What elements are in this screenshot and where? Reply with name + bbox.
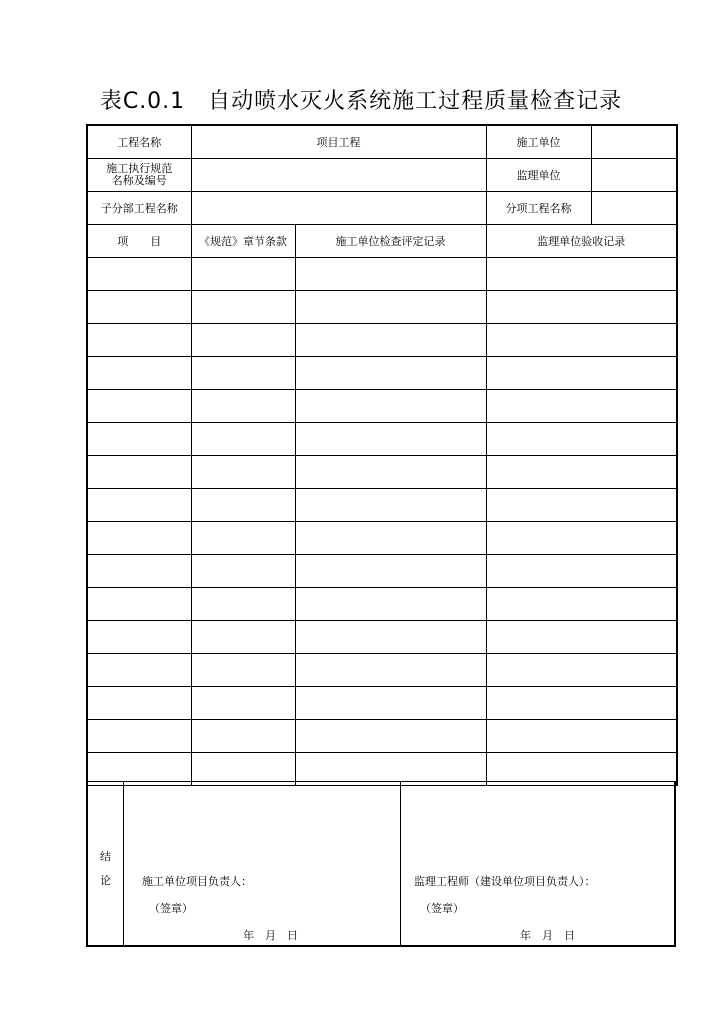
cell-item[interactable] [87,456,191,489]
cell-clause[interactable] [191,555,295,588]
col-header-supervision-accept: 监理单位验收记录 [486,225,677,258]
row-spec [87,159,677,192]
cell-construction-eval[interactable] [295,291,486,324]
cell-clause[interactable] [191,291,295,324]
cell-construction-eval[interactable] [295,423,486,456]
cell-item[interactable] [87,324,191,357]
cell-clause[interactable] [191,258,295,291]
cell-construction-eval[interactable] [295,357,486,390]
cell-construction-eval[interactable] [295,720,486,753]
cell-supervision-accept[interactable] [486,357,677,390]
cell-construction-eval[interactable] [295,456,486,489]
conclusion-construction-area[interactable] [123,782,401,945]
supervision-seal-label: （签章） [420,902,464,915]
table-row [87,291,677,324]
cell-item[interactable] [87,357,191,390]
cell-supervision-accept[interactable] [486,588,677,621]
construction-unit-label: 施工单位 [487,126,592,158]
table-row [87,588,677,621]
cell-supervision-accept[interactable] [486,390,677,423]
table-row [87,489,677,522]
cell-clause[interactable] [191,456,295,489]
cell-construction-eval[interactable] [295,258,486,291]
conclusion-label-2: 论 [100,874,111,887]
cell-supervision-accept[interactable] [486,522,677,555]
table-row [87,522,677,555]
cell-item[interactable] [87,258,191,291]
cell-supervision-accept[interactable] [486,258,677,291]
table-row [87,456,677,489]
document-title: 表C.0.1 自动喷水灭火系统施工过程质量检查记录 [99,89,623,114]
supervision-unit-value[interactable] [592,159,677,191]
spec-label-line2: 名称及编号 [111,174,167,187]
construction-signer-label: 施工单位项目负责人： [142,875,252,888]
cell-item[interactable] [87,555,191,588]
spec-value[interactable] [191,159,486,192]
project-name-label: 工程名称 [87,125,191,159]
table-row [87,720,677,753]
subitem-cell [486,192,677,225]
cell-clause[interactable] [191,522,295,555]
table-row [87,357,677,390]
row-subpart [87,192,677,225]
data-rows [87,258,677,786]
cell-item[interactable] [87,291,191,324]
col-header-item: 项 目 [87,225,191,258]
col-header-construction-eval: 施工单位检查评定记录 [295,225,486,258]
cell-supervision-accept[interactable] [486,291,677,324]
cell-construction-eval[interactable] [295,621,486,654]
cell-item[interactable] [87,522,191,555]
table-row [87,258,677,291]
cell-clause[interactable] [191,654,295,687]
spec-label [87,159,191,192]
cell-supervision-accept[interactable] [486,324,677,357]
cell-item[interactable] [87,489,191,522]
cell-construction-eval[interactable] [295,588,486,621]
cell-clause[interactable] [191,390,295,423]
subpart-value[interactable] [191,192,486,225]
row-column-headers [87,225,677,258]
subitem-value[interactable] [592,192,677,224]
cell-construction-eval[interactable] [295,522,486,555]
supervision-signer-label: 监理工程师（建设单位项目负责人）： [414,875,596,888]
cell-item[interactable] [87,654,191,687]
cell-clause[interactable] [191,423,295,456]
cell-item[interactable] [87,390,191,423]
construction-unit-value[interactable] [592,126,677,158]
table-row [87,555,677,588]
subpart-label: 子分部工程名称 [87,192,191,225]
cell-supervision-accept[interactable] [486,456,677,489]
cell-construction-eval[interactable] [295,390,486,423]
cell-item[interactable] [87,720,191,753]
cell-supervision-accept[interactable] [486,423,677,456]
cell-clause[interactable] [191,588,295,621]
cell-clause[interactable] [191,357,295,390]
construction-date-label: 年 月 日 [243,929,298,942]
construction-unit-cell [486,125,677,159]
cell-clause[interactable] [191,489,295,522]
cell-construction-eval[interactable] [295,687,486,720]
row-project-name [87,125,677,159]
table-row [87,687,677,720]
subitem-label: 分项工程名称 [487,192,592,224]
cell-item[interactable] [87,621,191,654]
conclusion-section [86,781,676,947]
cell-supervision-accept[interactable] [486,720,677,753]
cell-supervision-accept[interactable] [486,654,677,687]
cell-construction-eval[interactable] [295,324,486,357]
cell-clause[interactable] [191,687,295,720]
table-row [87,423,677,456]
record-form-table [86,124,678,786]
construction-seal-label: （签章） [149,902,193,915]
project-name-value[interactable]: 项目工程 [191,125,486,159]
cell-item[interactable] [87,687,191,720]
table-row [87,390,677,423]
cell-construction-eval[interactable] [295,654,486,687]
cell-supervision-accept[interactable] [486,621,677,654]
conclusion-label-1: 结 [100,850,111,863]
conclusion-label-column [88,782,124,945]
cell-supervision-accept[interactable] [486,687,677,720]
cell-supervision-accept[interactable] [486,555,677,588]
table-row [87,654,677,687]
supervision-date-label: 年 月 日 [520,929,575,942]
cell-construction-eval[interactable] [295,489,486,522]
supervision-unit-label: 监理单位 [487,159,592,191]
col-header-clause: 《规范》章节条款 [191,225,295,258]
cell-clause[interactable] [191,621,295,654]
supervision-unit-cell [486,159,677,192]
cell-item[interactable] [87,423,191,456]
table-row [87,324,677,357]
cell-clause[interactable] [191,324,295,357]
cell-item[interactable] [87,588,191,621]
cell-construction-eval[interactable] [295,555,486,588]
cell-supervision-accept[interactable] [486,489,677,522]
table-row [87,621,677,654]
cell-clause[interactable] [191,720,295,753]
spec-label-line1: 施工执行规范 [106,162,173,175]
